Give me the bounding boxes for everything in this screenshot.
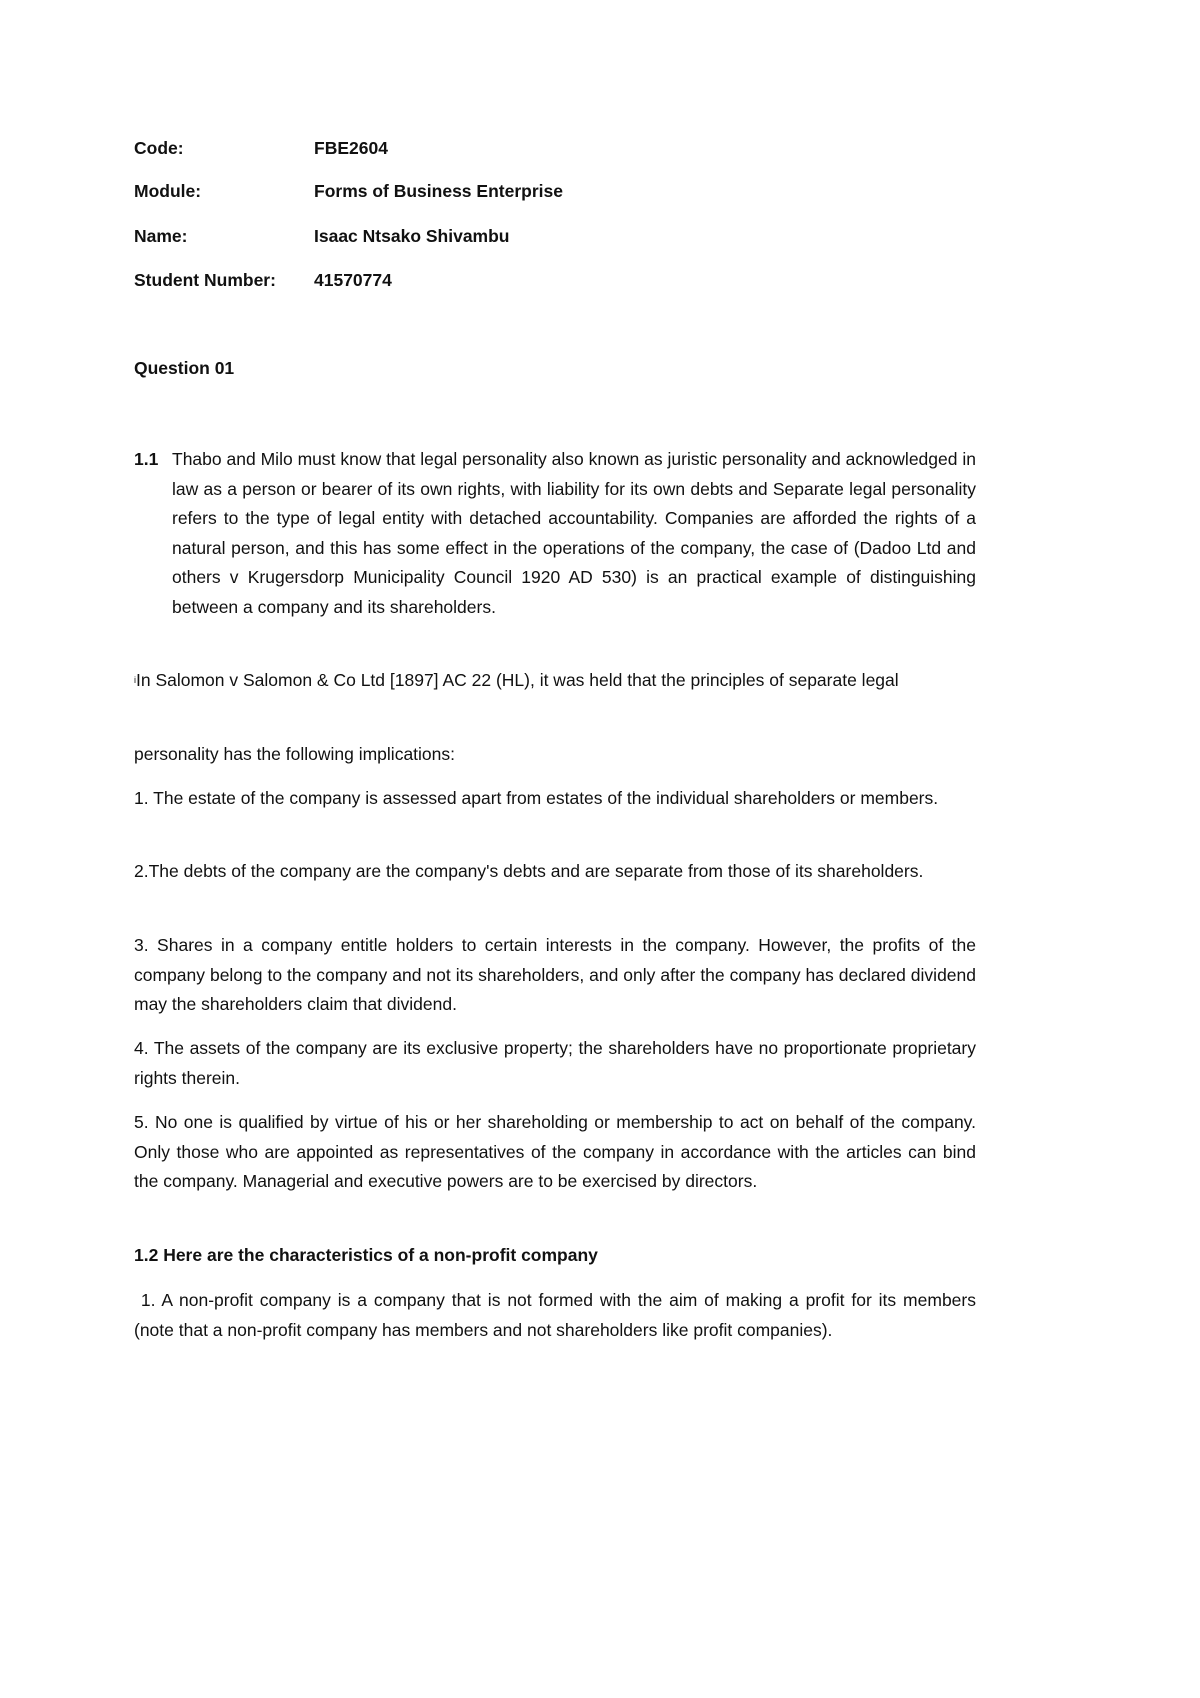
question-title: Question 01 (134, 358, 235, 378)
q1-1-number: 1.1 (134, 449, 159, 469)
student-number-row (134, 270, 392, 291)
student-number-label: Student Number: (134, 270, 276, 290)
salomon-line1: In Salomon v Salomon & Co Ltd [1897] AC 22 (HL), it was held that the principles of separate legal (136, 670, 899, 690)
q1-1-paragraph: Thabo and Milo must know that legal personality also known as juristic personality and acknowledged in law as a person or bearer of its own rights, with liability for its own debts and Separate legal personality refers to the type of legal entity with detached accountability. Companies are afforded the rights of a natural person, and this has some effect in the operations of the company, the case of (Dadoo Ltd and others v Krugersdorp Municipality Council 1920 AD 530) is an practical example of distinguishing between a company and its shareholders. (172, 449, 976, 617)
implication-3: 3. Shares in a company entitle holders to certain interests in the company. However, the profits of the company belong to the company and not its shareholders, and only after the company has declared dividend may the shareholders claim that dividend. (134, 935, 976, 1014)
code-label: Code: (134, 138, 184, 158)
implication-4: 4. The assets of the company are its exclusive property; the shareholders have no proportionate proprietary rights therein. (134, 1038, 976, 1088)
code-row (134, 138, 388, 159)
name-row (134, 226, 510, 247)
footnote-marker: i (134, 675, 136, 685)
q1-2-heading: 1.2 Here are the characteristics of a non-profit company (134, 1245, 598, 1265)
name-value: Isaac Ntsako Shivambu (314, 226, 510, 246)
implication-5: 5. No one is qualified by virtue of his or her shareholding or membership to act on behalf of the company. Only those who are appointed as representatives of the company in accordance with the articles can bind the company. Managerial and executive powers are to be exercised by directors. (134, 1112, 976, 1191)
student-number-value: 41570774 (314, 270, 392, 290)
implication-1: 1. The estate of the company is assessed apart from estates of the individual shareholders or members. (134, 788, 939, 808)
implication-2: 2.The debts of the company are the company's debts and are separate from those of its shareholders. (134, 861, 924, 881)
q1-2-item-1: 1. A non-profit company is a company that is not formed with the aim of making a profit for its members (note that a non-profit company has members and not shareholders like profit companies). (134, 1290, 981, 1340)
salomon-paragraph (134, 666, 976, 696)
module-label: Module: (134, 181, 202, 201)
module-value: Forms of Business Enterprise (314, 181, 563, 201)
salomon-line2: personality has the following implications: (134, 744, 455, 764)
module-row (134, 181, 563, 202)
name-label: Name: (134, 226, 188, 246)
code-value: FBE2604 (314, 138, 388, 158)
